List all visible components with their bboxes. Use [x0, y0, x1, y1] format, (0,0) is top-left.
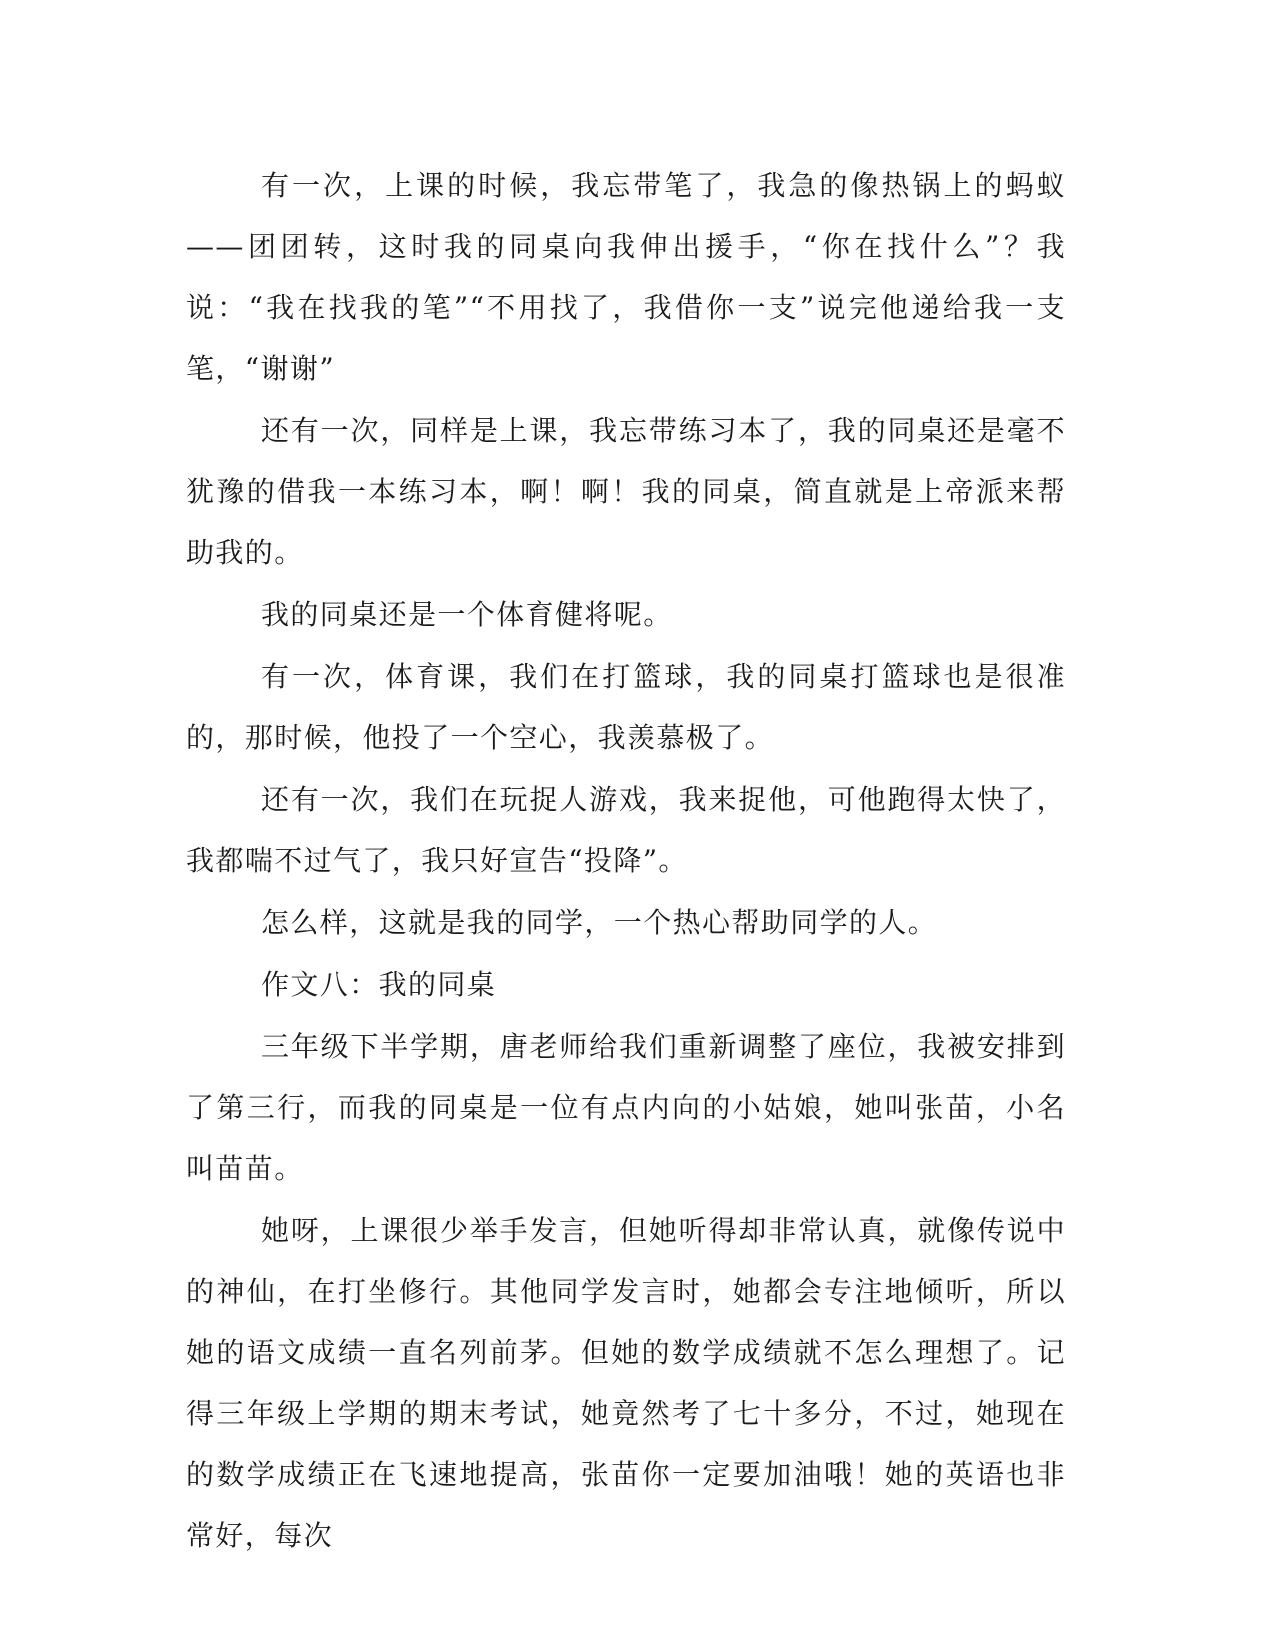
essay-heading: 作文八：我的同桌: [261, 968, 497, 1001]
document-body: [186, 155, 1066, 1567]
paragraph-basketball: 有一次，体育课，我们在打篮球，我的同桌打篮球也是很准的，那时候，他投了一个空心，我羡慕极了。: [186, 660, 1066, 754]
paragraph-borrow-pen: 有一次，上课的时候，我忘带笔了，我急的像热锅上的蚂蚁——团团转，这时我的同桌向我伸出援手，“你在找什么”？我说：“我在找我的笔”“不用找了，我借你一支”说完他递给我一支笔，“谢谢”: [186, 169, 1066, 385]
paragraph-borrow-notebook: 还有一次，同样是上课，我忘带练习本了，我的同桌还是毫不犹豫的借我一本练习本，啊！啊！我的同桌，简直就是上帝派来帮助我的。: [186, 414, 1066, 569]
paragraph-new-seat: 三年级下半学期，唐老师给我们重新调整了座位，我被安排到了第三行，而我的同桌是一位有点内向的小姑娘，她叫张苗，小名叫苗苗。: [186, 1030, 1066, 1185]
paragraph-tag-game: 还有一次，我们在玩捉人游戏，我来捉他，可他跑得太快了，我都喘不过气了，我只好宣告“投降”。: [186, 783, 1066, 877]
paragraph-sports-star: 我的同桌还是一个体育健将呢。: [261, 598, 673, 631]
paragraph-zhang-miao: 她呀，上课很少举手发言，但她听得却非常认真，就像传说中的神仙，在打坐修行。其他同学发言时，她都会专注地倾听，所以她的语文成绩一直名列前茅。但她的数学成绩就不怎么理想了。记得三年级上学期的期末考试，她竟然考了七十多分，不过，她现在的数学成绩正在飞速地提高，张苗你一定要加油哦！她的英语也非常好，每次: [186, 1214, 1066, 1552]
paragraph-summary: 怎么样，这就是我的同学，一个热心帮助同学的人。: [261, 906, 938, 939]
